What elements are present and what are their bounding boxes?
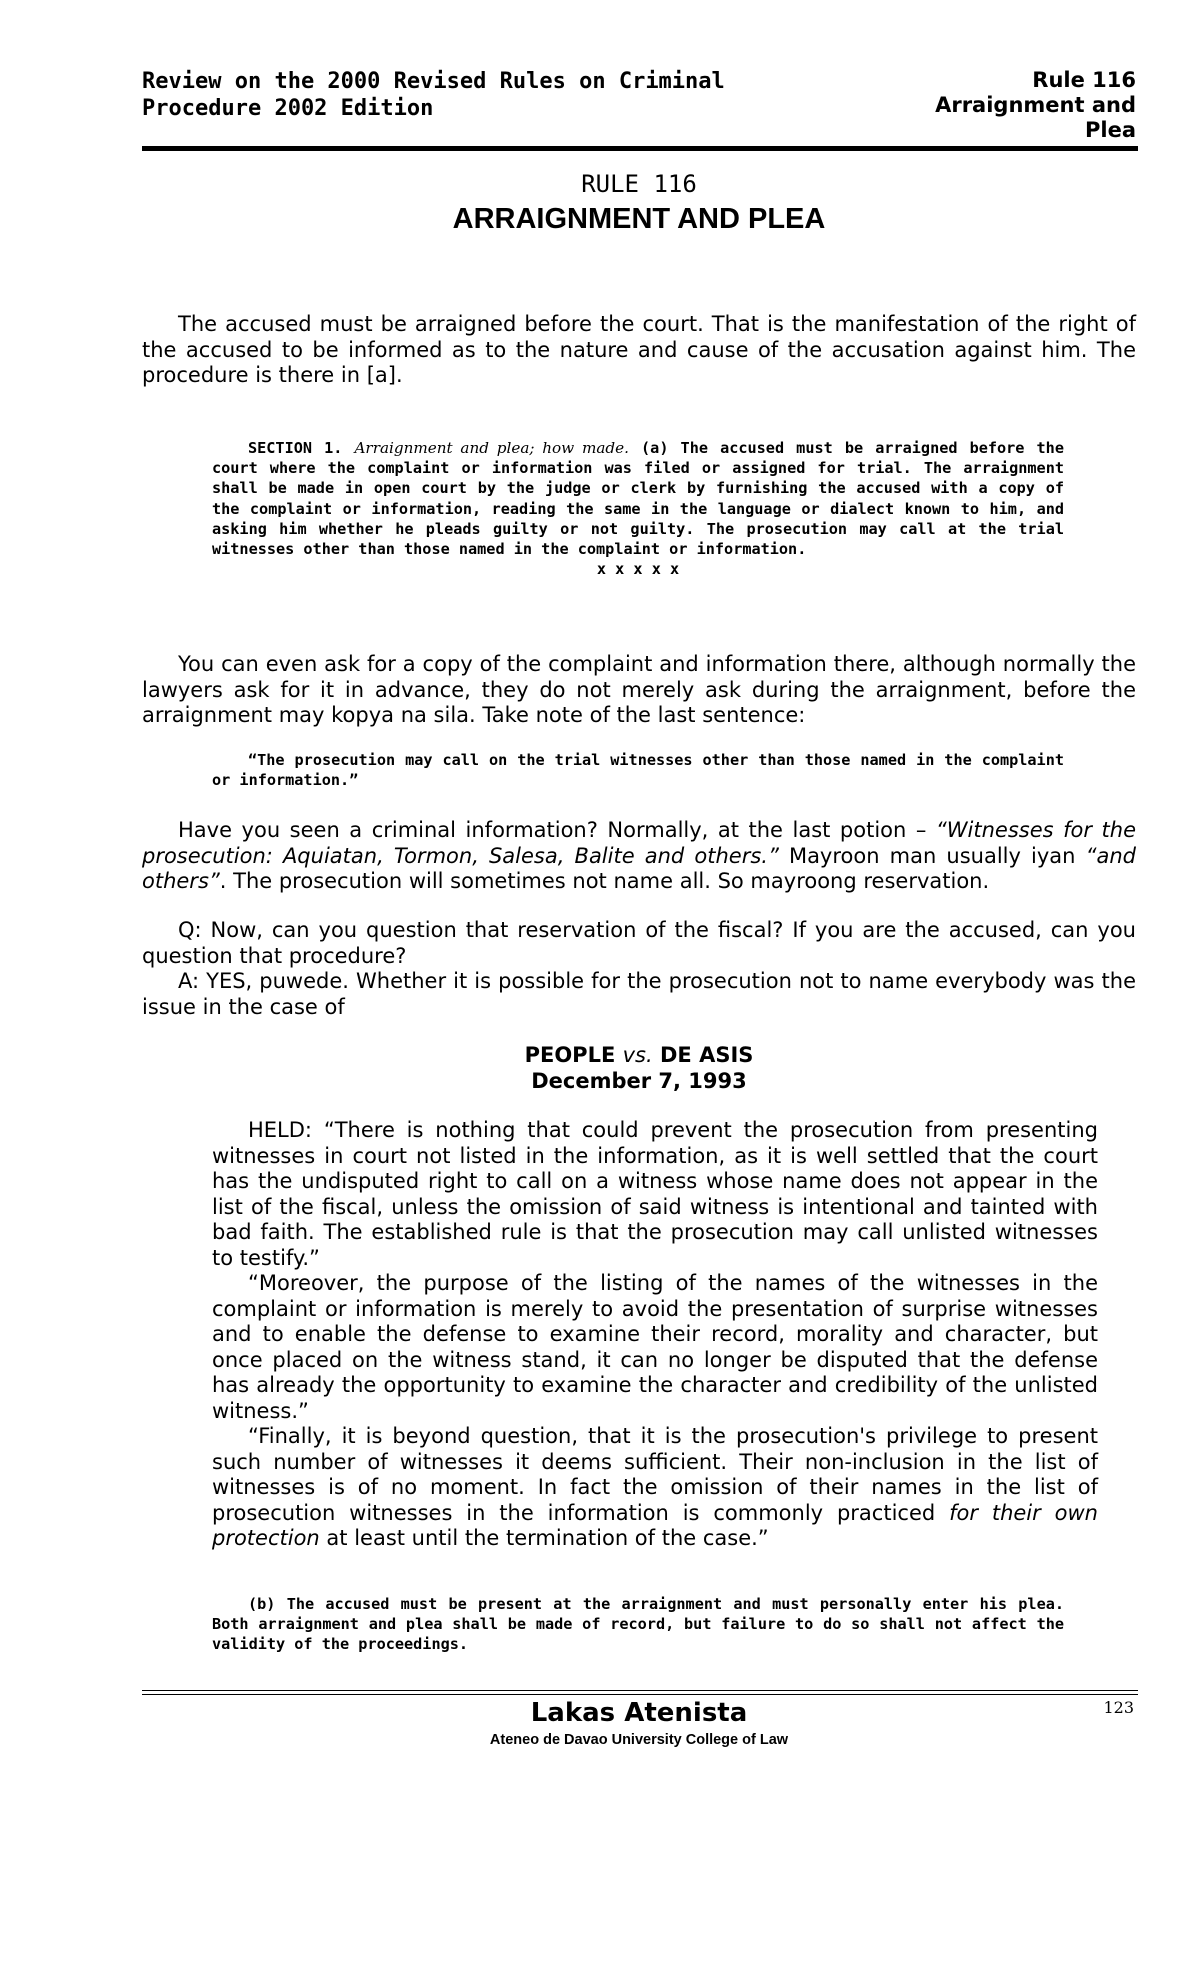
answer-text: A: YES, puwede. Whether it is possible for the prosecution not to name everybody was the issue in the case of [142,969,1136,1019]
omission-mark: x x x x x [596,560,680,579]
intro-text: The accused must be arraigned before the court. That is the manifestation of the right of the accused to be informed as to the nature and cause of the accusation against him. The procedure is there in [a]. [142,312,1136,387]
commentary-paragraph [142,652,1136,729]
page-number: 123 [1103,1698,1134,1717]
information-paragraph [142,818,1136,895]
footer-divider [142,1690,1138,1691]
header-rule-line-3: Plea [1084,118,1136,142]
header-divider [142,146,1138,151]
header-book-title [142,68,725,122]
and-others-quote: “and others” [142,843,1136,893]
header-title-line-1: Review on the 2000 Revised Rules on Criminal [142,69,725,94]
section-label: SECTION 1. [248,439,355,457]
information-text-1: Have you seen a criminal information? Normally, at the last potion – [178,818,936,842]
held-paragraph-2: “Moreover, the purpose of the listing of the names of the witnesses in the complaint or information is merely to avoid the presentation of surprise witnesses and to enable the defense to examine their record, morality and character, but once placed on the witness stand, it can no longer be disputed that the defense has already the opportunity to examine the character and credibility of the unlisted witness.” [212,1271,1098,1423]
case-versus: vs. [622,1043,653,1067]
header-rule-line-1: Rule 116 [1032,68,1136,92]
question-text: Q: Now, can you question that reservation of the fiscal? If you are the accused, can you question that procedure? [142,918,1136,968]
case-heading [142,1043,1136,1094]
header-rule-reference [935,68,1136,143]
held-paragraph-3-text: “Finally, it is beyond question, that it is the prosecution's privilege to present such number of witnesses it deems sufficient. Their non-inclusion in the list of witnesses is of no moment. In fact the omission of their names in the list of prosecution witnesses in the information is commonly practiced [212,1424,1098,1525]
section-caption: Arraignment and plea; how made. [354,439,629,457]
information-quote: “Witnesses for the prosecution: Aquiatan, Tormon, Salesa, Balite and others.” [142,818,1136,868]
information-text-2: Mayroon man usually iyan [778,843,1086,868]
quoted-provision [212,750,1064,790]
case-party-2: DE ASIS [652,1043,754,1067]
quoted-provision-text: “The prosecution may call on the trial witnesses other than those named in the complaint or information.” [212,751,1064,790]
case-party-1: PEOPLE [524,1043,623,1067]
footer-school: Ateneo de Davao University College of Law [489,1732,789,1748]
header-rule-line-2: Arraignment and [935,93,1136,117]
held-ruling [212,1118,1098,1552]
case-date: December 7, 1993 [531,1068,747,1093]
held-paragraph-3-end: at least until the termination of the case.” [319,1526,769,1550]
footer-divider-secondary [142,1694,1138,1695]
footer-brand: Lakas Atenista [530,1698,748,1728]
held-paragraph-3-italic: for their own protection [212,1500,1098,1550]
commentary-text: You can even ask for a copy of the complaint and information there, although normally the lawyers ask for it in advance, they do not merely ask during the arraignment, before the arraignment may kopya na sila. Take note of the last sentence: [142,652,1136,727]
rule-title: ARRAIGNMENT AND PLEA [452,203,826,235]
section-1b-text: (b) The accused must be present at the arraignment and must personally enter his plea. Both arraignment and plea shall be made of record, but failure to do so shall not affect the validity of the proceedings. [212,1595,1064,1654]
rule-number: RULE 116 [581,170,697,198]
held-paragraph-1: HELD: “There is nothing that could prevent the prosecution from presenting witnesses in court not listed in the information, as it is well settled that the court has the undisputed right to call on a witness whose name does not appear in the list of the fiscal, unless the omission of said witness is intentional and tainted with bad faith. The established rule is that the prosecution may call unlisted witnesses to testify.” [212,1118,1098,1270]
header-title-line-2: Procedure 2002 Edition [142,96,434,121]
section-text: (a) The accused must be arraigned before the court where the complaint or information was filed or assigned for trial. The arraignment shall be made in open court by the judge or clerk by furnishing the accused with a copy of the complaint or information, reading the same in the language or dialect known to him, and asking him whether he pleads guilty or not guilty. The prosecution may call at the trial witnesses other than those named in the complaint or information. [212,439,1064,559]
section-1b-provision [212,1594,1064,1655]
information-text-3: . The prosecution will sometimes not name all. So mayroong reservation. [219,869,990,893]
section-1-provision [212,438,1064,579]
intro-paragraph [142,312,1136,389]
question-answer [142,918,1136,1020]
